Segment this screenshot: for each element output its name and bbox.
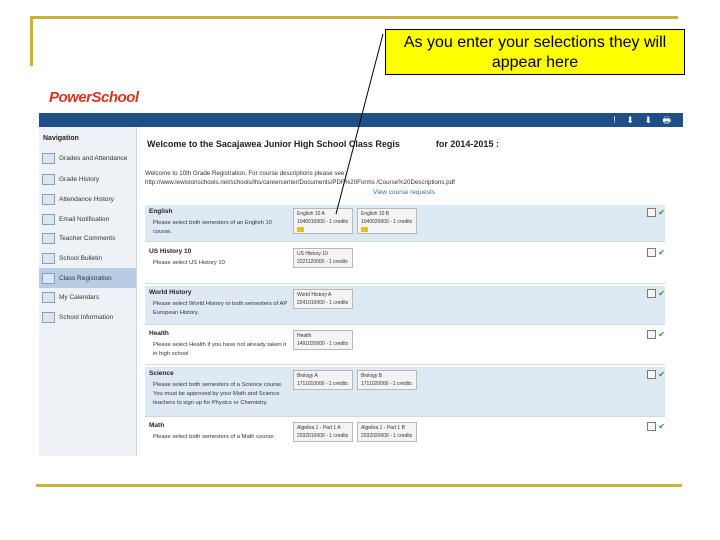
course-code: 1040020000 - 1 credits <box>361 219 413 225</box>
check-icon: ✔ <box>658 208 665 217</box>
sidebar-item-label: School Bulletin <box>59 255 102 263</box>
welcome-text: Welcome to the Sacajawea Junior High School Class Regis <box>147 139 400 149</box>
subject-description: Please select World History or both semesters of AP European History. <box>153 301 288 316</box>
course-name: Biology B <box>361 373 383 379</box>
course-code: 1711010000 - 1 credits <box>297 381 348 387</box>
subject-description: Please select both semesters of an English 10 course. <box>153 220 272 235</box>
subject-label: Math <box>149 422 165 429</box>
powerschool-logo: PowerSchool <box>49 89 139 106</box>
view-course-requests-link[interactable]: View course requests <box>373 189 436 196</box>
sidebar-item-label: Teacher Comments <box>59 235 116 243</box>
sidebar-item-label: School Information <box>59 314 114 322</box>
subject-description: Please select both semesters of a Math course. <box>153 434 276 440</box>
check-icon: ✔ <box>658 289 665 298</box>
nav-title: Navigation <box>43 135 79 142</box>
subject-label: World History <box>149 289 192 296</box>
course-name: English 10 B <box>361 211 390 217</box>
check-icon: ✔ <box>658 370 665 379</box>
course-code: 1040010000 - 1 credits <box>297 219 349 225</box>
course-name: Health <box>297 333 312 339</box>
course-code: 2032020000 - 1 credits <box>361 433 413 439</box>
course-name: Algebra 1 - Part 1 A <box>297 425 341 431</box>
sidebar-item-label: My Calendars <box>59 294 100 302</box>
callout-box: As you enter your selections they will appear here <box>385 29 685 75</box>
course-name: Algebra 1 - Part 1 B <box>361 425 405 431</box>
subject-description: Please select US History 10 <box>153 260 225 266</box>
subject-label: US History 10 <box>149 248 192 255</box>
subject-label: Health <box>149 330 169 337</box>
course-code: 2221120000 - 1 credits <box>297 259 348 265</box>
check-icon: ✔ <box>658 422 665 431</box>
topbar-icons[interactable]: ! ⬇ ⬇ 🖶 <box>613 115 675 125</box>
course-name: World History A <box>297 292 332 298</box>
course-name: US History 10 <box>297 251 328 257</box>
sidebar-item-label: Grades and Attendance <box>59 154 128 162</box>
subject-label: English <box>149 208 173 215</box>
subject-description: Please select both semesters of a Science course. You must be approved by your Math and Science teachers to sign up for Physics or Chemistry. <box>153 382 283 406</box>
course-code: 2241010000 - 1 credits <box>297 300 349 306</box>
course-name: English 10 A <box>297 211 325 217</box>
subject-label: Science <box>149 370 174 377</box>
subject-description: Please select Health if you have not already taken it in high school <box>153 342 287 357</box>
check-icon: ✔ <box>658 248 665 257</box>
sidebar-item-label: Email Notification <box>59 215 110 223</box>
course-code: 2032010000 - 1 credits <box>297 433 349 439</box>
course-code: 1491020000 - 1 credits <box>297 341 349 347</box>
sidebar-item-label: Class Registration <box>59 274 112 282</box>
course-name: Biology A <box>297 373 318 379</box>
school-year: for 2014-2015 : <box>435 139 499 149</box>
check-icon: ✔ <box>658 330 665 339</box>
intro-text: Welcome to 10th Grade Registration. For course descriptions please see: http://www.lewistonschools.net/schools/lhs/careercenter/Documents/PDF%20Forms /Course%20Descriptions.pdf <box>145 170 455 186</box>
sidebar-item-label: Attendance History <box>59 196 114 204</box>
course-code: 1711020000 - 1 credits <box>361 381 412 387</box>
sidebar-item-label: Grade History <box>59 176 100 184</box>
